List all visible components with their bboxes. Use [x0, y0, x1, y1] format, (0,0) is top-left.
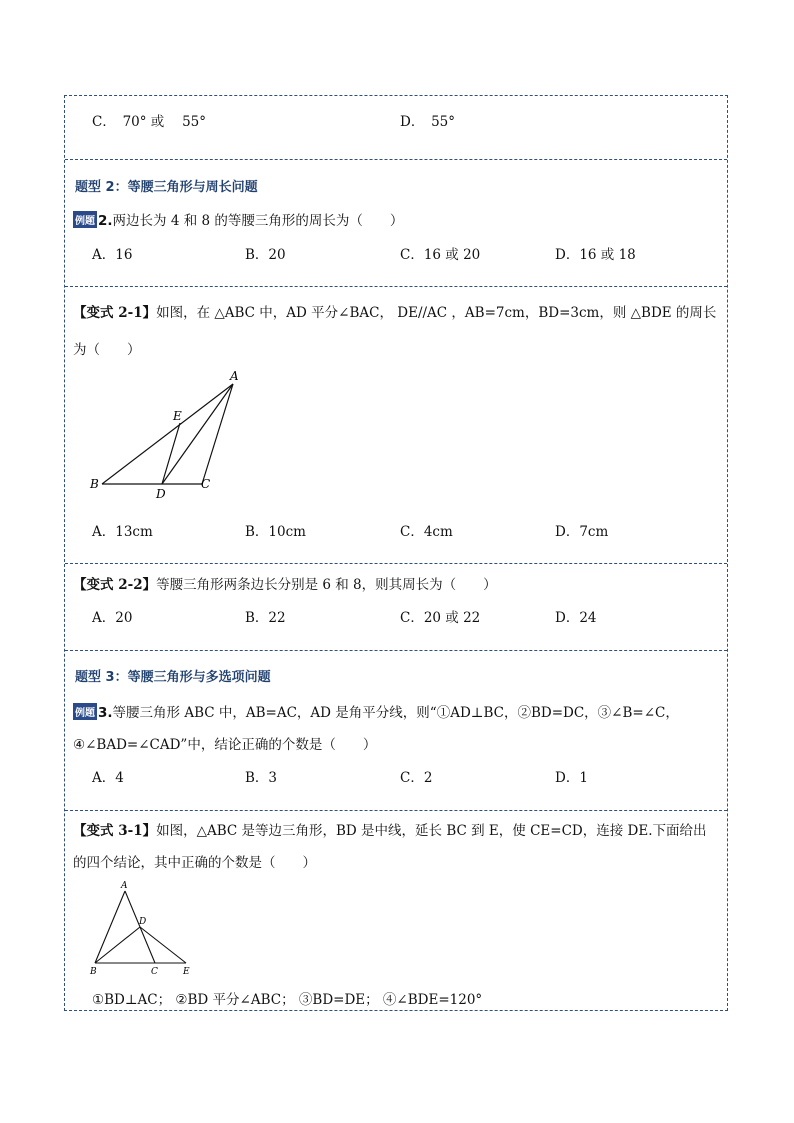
segment-de [162, 423, 180, 484]
variant-3-1-statements: ①BD⊥AC； ②BD 平分∠ABC； ③BD=DE； ④∠BDE=120° [92, 992, 483, 1008]
label-e: E [173, 409, 182, 423]
option-d: D．24 [555, 610, 597, 626]
option-d: D． 55° [400, 114, 456, 130]
question-frame [64, 95, 728, 1011]
option-a: A．13cm [92, 524, 153, 540]
option-d: D．16 或 18 [555, 247, 636, 263]
option-c: C．4cm [400, 524, 453, 540]
question-text-line1: 如图，在 △ABC 中，AD 平分∠BAC， DE//AC ，AB=7cm，BD=3cm，则 △BDE 的周长 [156, 305, 717, 321]
option-a: A．4 [92, 770, 124, 786]
section-heading-type3: 题型 3：等腰三角形与多选项问题 [75, 670, 271, 685]
variant-label: 【变式 3-1】 [73, 823, 157, 839]
question-number: 3. [98, 705, 113, 721]
segment-de [140, 927, 186, 963]
segment-ba [102, 384, 233, 484]
option-b: B．20 [245, 247, 286, 263]
example-3-question-line2: ④∠BAD=∠CAD”中，结论正确的个数是（ ） [73, 737, 377, 753]
section-divider [65, 810, 727, 811]
option-a: A．16 [92, 247, 133, 263]
variant-2-2-question [73, 573, 497, 593]
section-divider [65, 286, 727, 287]
section-divider [65, 159, 727, 160]
option-d: D．1 [555, 770, 588, 786]
section-divider [65, 650, 727, 651]
segment-da [162, 384, 233, 484]
variant-label: 【变式 2-1】 [73, 305, 157, 321]
example-tag: 例题 [73, 703, 97, 720]
option-c: C． 70° 或 55° [92, 114, 207, 130]
variant-2-1-question-line2: 为（ ） [73, 342, 141, 358]
example-3-question [73, 701, 679, 721]
label-a: A [121, 881, 128, 891]
variant-2-1-question [73, 301, 716, 321]
label-b: B [90, 967, 97, 977]
segment-ba [95, 891, 125, 963]
option-c: C．2 [400, 770, 433, 786]
section-divider [65, 563, 727, 564]
triangle-figure-abc [85, 368, 255, 498]
label-d: D [156, 487, 166, 498]
option-d: D．7cm [555, 524, 609, 540]
variant-3-1-question [73, 819, 706, 839]
question-text: 两边长为 4 和 8 的等腰三角形的周长为（ ） [112, 213, 404, 229]
option-b: B．10cm [245, 524, 306, 540]
label-e: E [183, 967, 190, 977]
question-number: 2. [98, 213, 113, 229]
variant-label: 【变式 2-2】 [73, 577, 157, 593]
label-c: C [201, 477, 211, 491]
label-d: D [139, 917, 147, 927]
question-text-line1: 等腰三角形 ABC 中，AB=AC，AD 是角平分线，则“①AD⊥BC，②BD=DC，③∠B=∠C， [112, 705, 679, 721]
label-b: B [90, 477, 99, 491]
label-c: C [151, 967, 158, 977]
option-b: B．3 [245, 770, 278, 786]
label-a: A [230, 369, 239, 383]
segment-bd [95, 927, 140, 963]
question-text-line1: 如图，△ABC 是等边三角形，BD 是中线，延长 BC 到 E，使 CE=CD，连接 DE.下面给出 [156, 823, 707, 839]
option-a: A．20 [92, 610, 133, 626]
option-c: C．16 或 20 [400, 247, 481, 263]
example-tag: 例题 [73, 211, 97, 228]
option-c: C．20 或 22 [400, 610, 481, 626]
segment-ca [202, 384, 233, 484]
option-b: B．22 [245, 610, 286, 626]
equilateral-triangle-figure [85, 878, 205, 980]
question-text: 等腰三角形两条边长分别是 6 和 8，则其周长为（ ） [156, 577, 497, 593]
example-2-question [73, 209, 403, 229]
variant-3-1-question-line2: 的四个结论，其中正确的个数是（ ） [73, 855, 316, 871]
section-heading-type2: 题型 2：等腰三角形与周长问题 [75, 180, 258, 195]
